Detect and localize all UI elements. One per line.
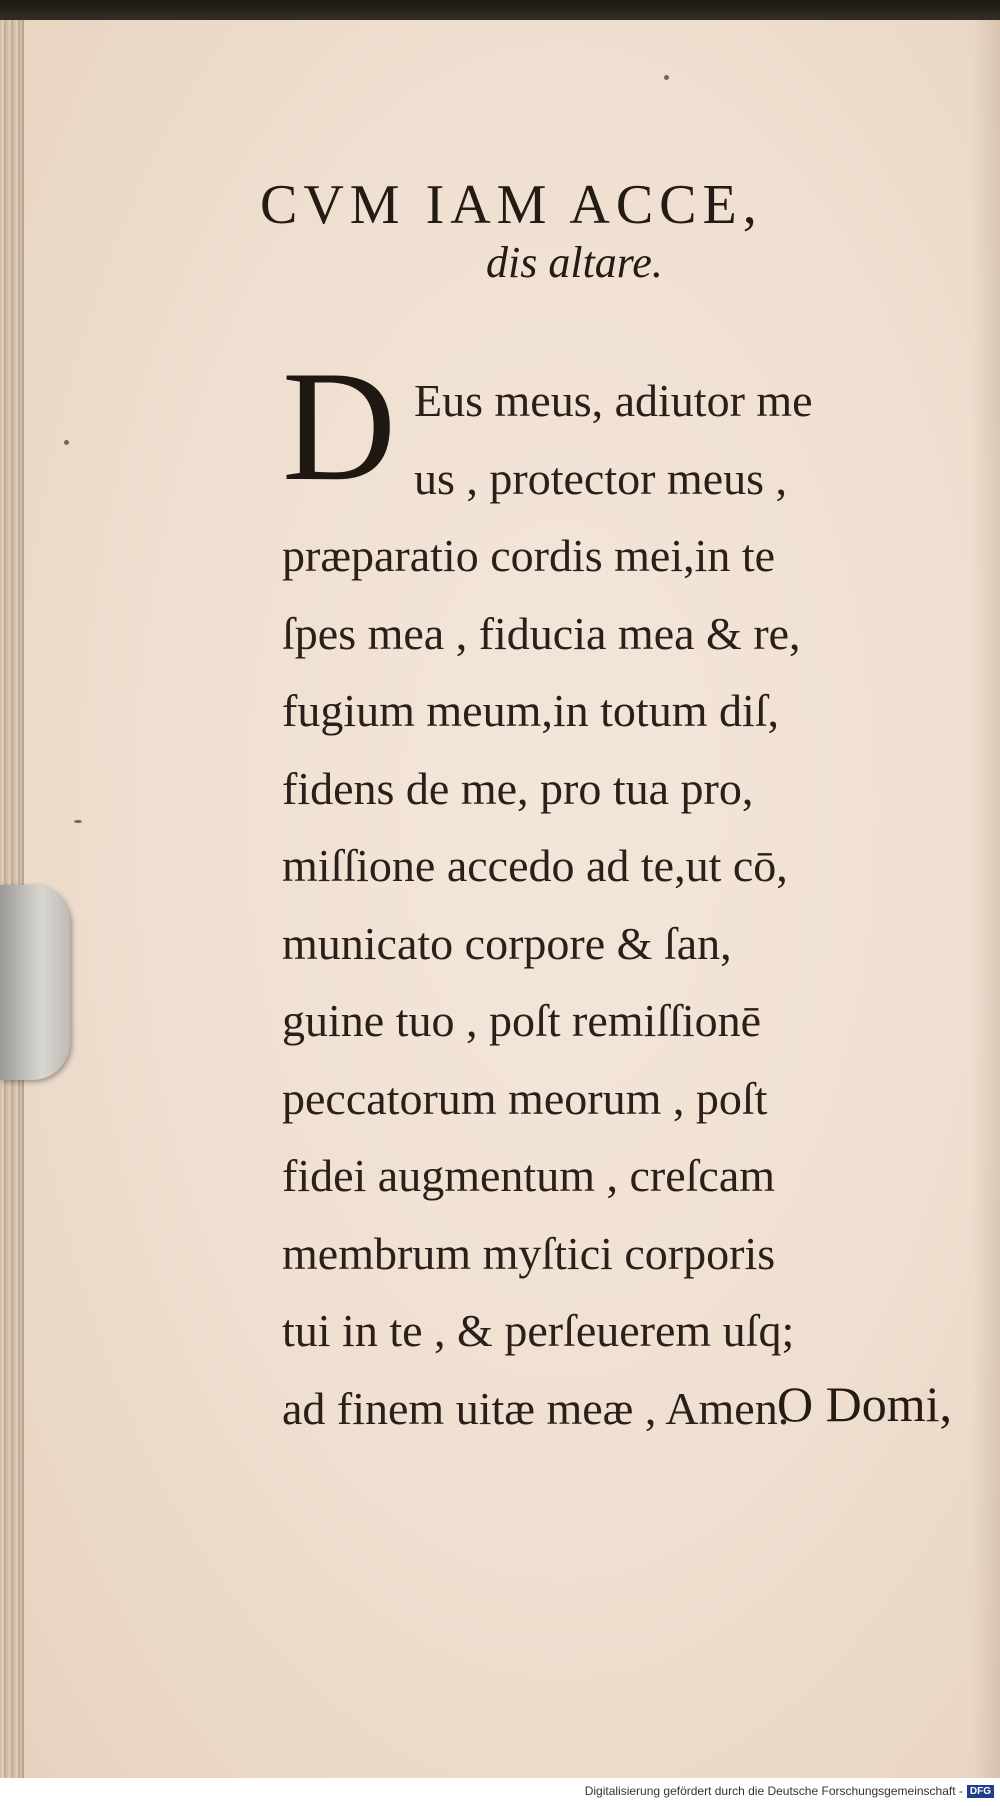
text-line: ſpes mea , fiducia mea & re, [282, 607, 801, 659]
dfg-logo: DFG [967, 1785, 994, 1798]
drop-cap: D [282, 339, 397, 514]
text-line: fidei augmentum , creſcam [282, 1150, 776, 1201]
page-clip [0, 885, 70, 1080]
text-line: membrum myſtici corporis [282, 1227, 776, 1279]
heading-line-1: CVM IAM ACCE, [260, 174, 763, 236]
page-heading [260, 175, 960, 291]
text-line: municato corpore & ſan, [282, 917, 732, 969]
paper-speck [74, 820, 82, 823]
heading-line-2: dis altare. [486, 238, 663, 287]
catchword: O Domi, [777, 1376, 952, 1432]
text-line: præparatio cordis mei,in te [282, 530, 776, 581]
prayer-text [282, 362, 954, 1447]
text-line: us , protector meus , [414, 452, 788, 504]
text-line: peccatorum meorum , poſt [282, 1072, 768, 1124]
text-line: Eus meus, adiutor me [414, 375, 813, 426]
paper-speck [64, 440, 69, 445]
text-line: fugium meum,in totum diſ, [282, 685, 780, 736]
text-line: ad finem uitæ meæ , Amen. [282, 1382, 790, 1434]
paper-speck [664, 75, 669, 80]
text-line: miſſione accedo ad te,ut cō, [282, 840, 788, 891]
text-line: guine tuo , poſt remiſſionē [282, 995, 762, 1046]
text-line: tui in te , & perſeuerem uſq; [282, 1305, 795, 1356]
digitization-credit [585, 1784, 994, 1798]
credit-text: Digitalisierung gefördert durch die Deutsche Forschungsgemeinschaft - [584, 1784, 963, 1798]
text-line: fidens de me, pro tua pro, [282, 762, 754, 814]
